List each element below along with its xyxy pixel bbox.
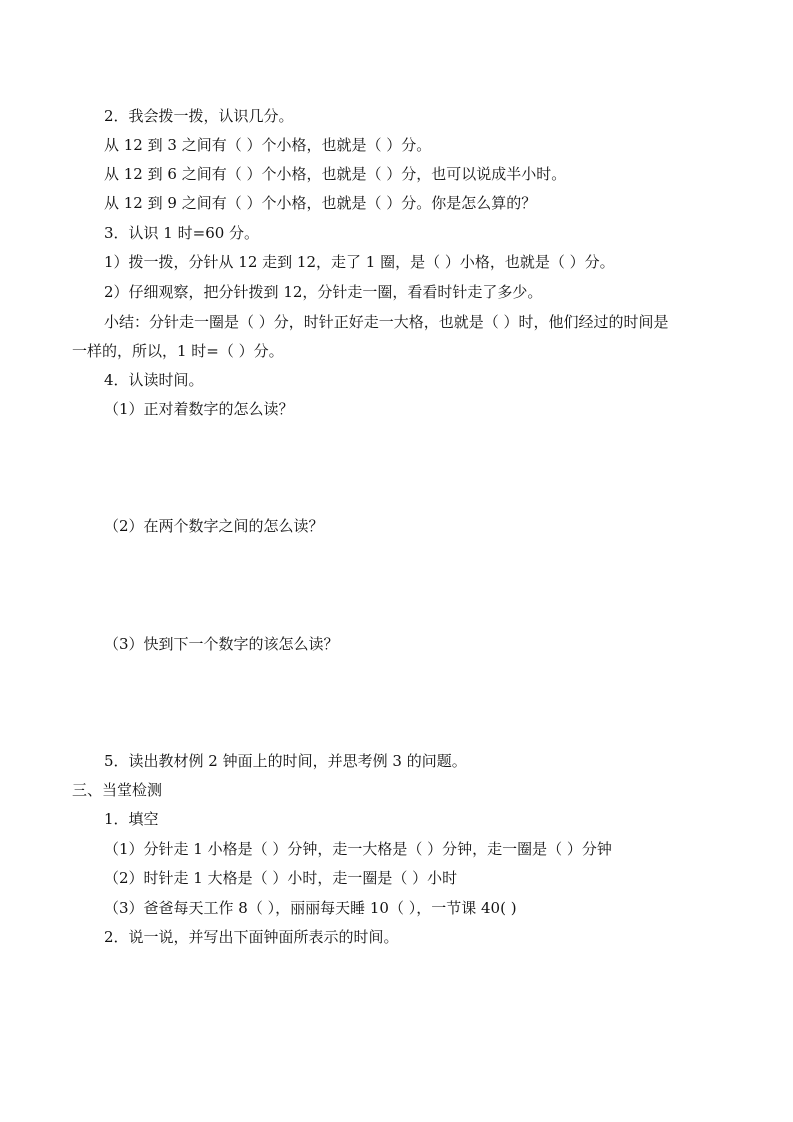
step-1-minute-hand: 1）拨一拨，分针从 12 走到 12，走了 1 圈，是（ ）小格，也就是（ ）分。 <box>104 253 615 271</box>
clock-reading-heading: 2．说一说，并写出下面钟面所表示的时间。 <box>104 928 399 946</box>
section-3-heading: 三、当堂检测 <box>72 781 163 799</box>
summary-line-1: 小结：分针走一圈是（ ）分，时针正好走一大格，也就是（ ）时，他们经过的时间是 <box>104 313 669 331</box>
item-3-heading: 3．认识 1 时=60 分。 <box>104 224 260 242</box>
read-time-case-3: （3）快到下一个数字的该怎么读？ <box>104 635 339 653</box>
question-12-to-6: 从 12 到 6 之间有（ ）个小格，也就是（ ）分，也可以说成半小时。 <box>104 165 567 183</box>
fill-blank-3: （3）爸爸每天工作 8（ ），丽丽每天睡 10（ ），一节课 40( ) <box>104 899 517 917</box>
item-2-heading: 2．我会拨一拨，认识几分。 <box>104 107 294 125</box>
read-time-case-1: （1）正对着数字的怎么读？ <box>104 400 294 418</box>
question-12-to-9: 从 12 到 9 之间有（ ）个小格，也就是（ ）分。你是怎么算的？ <box>104 194 537 212</box>
fill-blank-heading: 1．填空 <box>104 810 159 828</box>
fill-blank-2: （2）时针走 1 大格是（ ）小时，走一圈是（ ）小时 <box>104 869 458 887</box>
item-5-heading: 5．读出教材例 2 钟面上的时间，并思考例 3 的问题。 <box>104 752 467 770</box>
fill-blank-1: （1）分针走 1 小格是（ ）分钟，走一大格是（ ）分钟，走一圈是（ ）分钟 <box>104 840 612 858</box>
read-time-case-2: （2）在两个数字之间的怎么读？ <box>104 517 324 535</box>
step-2-observe: 2）仔细观察，把分针拨到 12，分针走一圈，看看时针走了多少。 <box>104 283 543 301</box>
summary-line-2: 一样的，所以，1 时=（ ）分。 <box>72 342 284 360</box>
item-4-heading: 4．认读时间。 <box>104 371 204 389</box>
question-12-to-3: 从 12 到 3 之间有（ ）个小格，也就是（ ）分。 <box>104 136 432 154</box>
